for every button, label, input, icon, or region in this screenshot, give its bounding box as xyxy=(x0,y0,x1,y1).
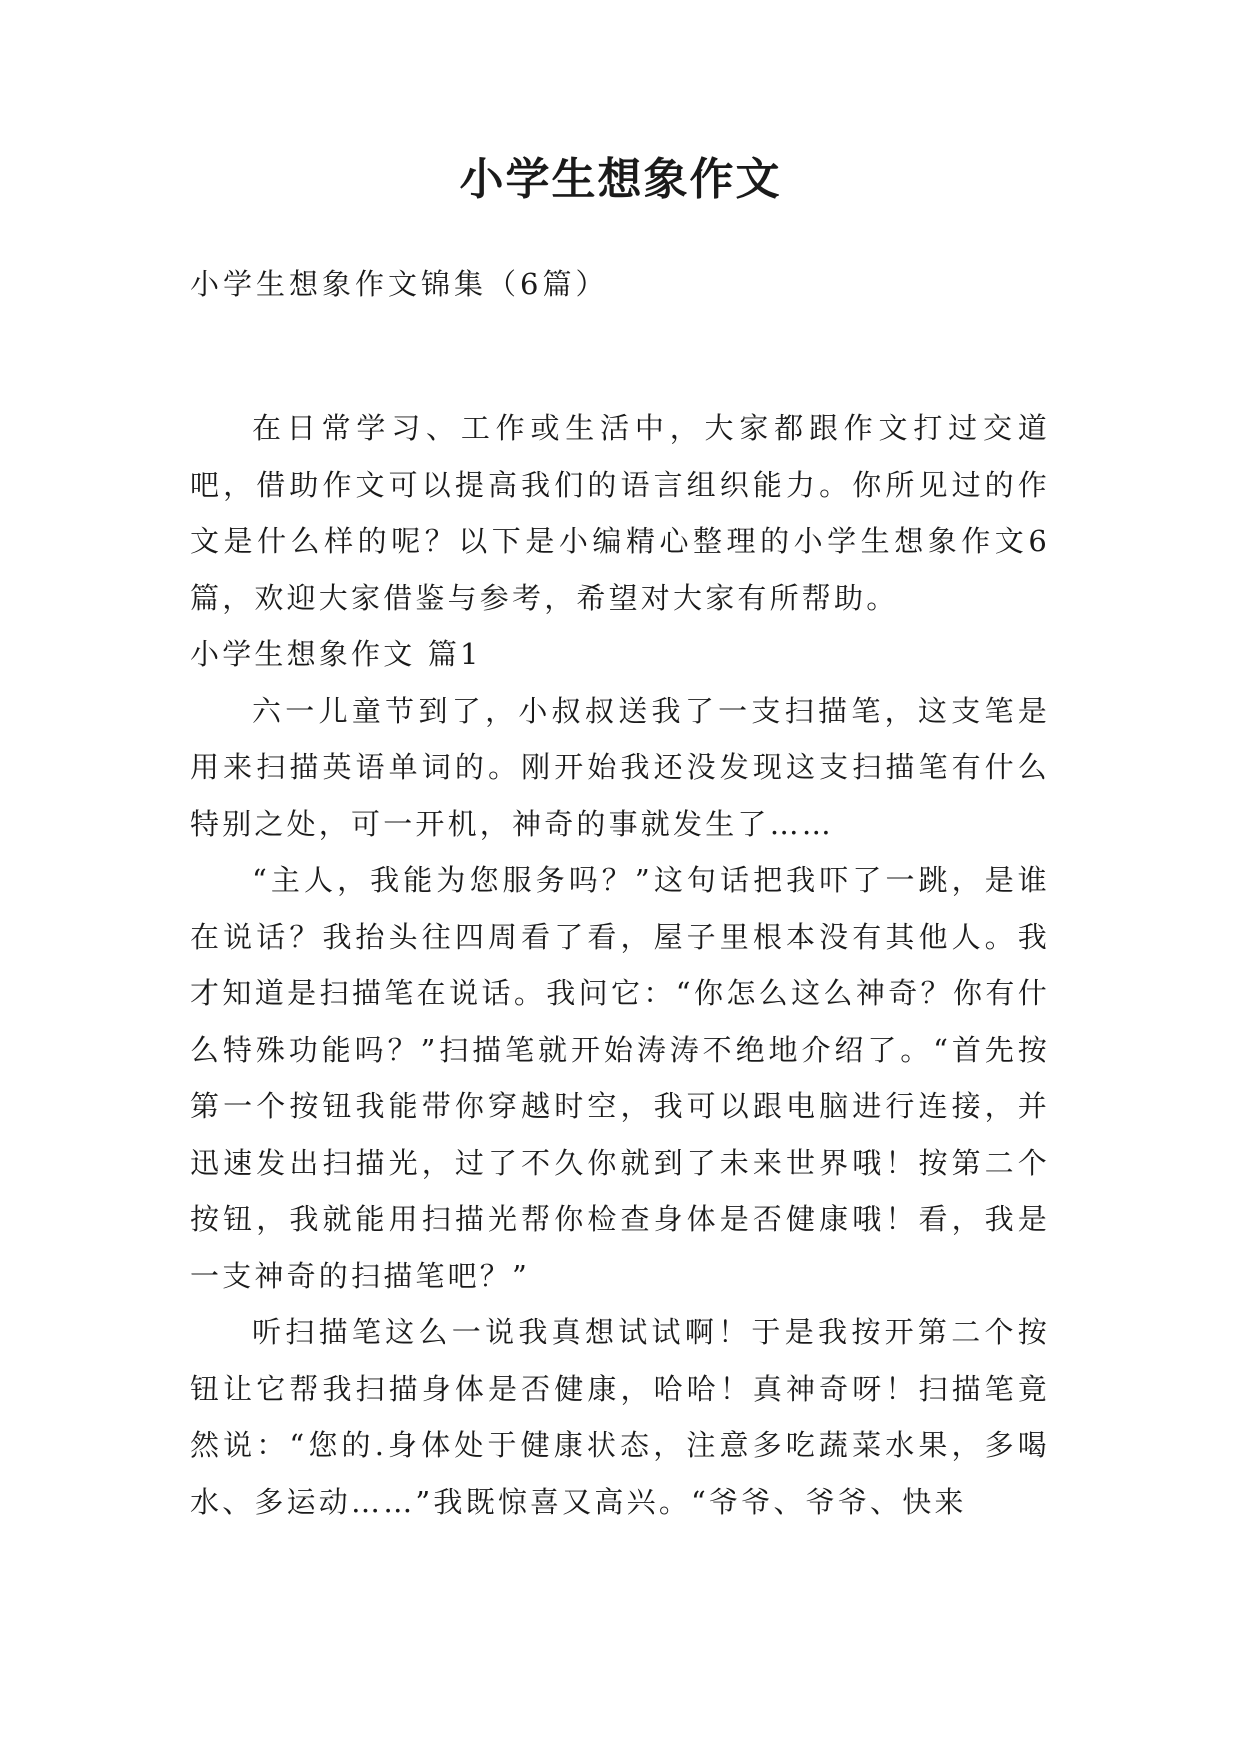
document-body xyxy=(190,400,1050,1530)
document-subtitle: 小学生想象作文锦集（6篇） xyxy=(190,267,609,301)
document-title: 小学生想象作文 xyxy=(459,154,782,205)
intro-paragraph: 在日常学习、工作或生活中，大家都跟作文打过交道吧，借助作文可以提高我们的语言组织能力。你所见过的作文是什么样的呢？以下是小编精心整理的小学生想象作文6篇，欢迎大家借鉴与参考，希望对大家有所帮助。 xyxy=(190,411,1050,615)
story-paragraph-1: 六一儿童节到了，小叔叔送我了一支扫描笔，这支笔是用来扫描英语单词的。刚开始我还没发现这支扫描笔有什么特别之处，可一开机，神奇的事就发生了…… xyxy=(190,693,1050,841)
section-heading: 小学生想象作文 篇1 xyxy=(190,637,482,671)
story-paragraph-3: 听扫描笔这么一说我真想试试啊！于是我按开第二个按钮让它帮我扫描身体是否健康，哈哈！真神奇呀！扫描笔竟然说：“您的.身体处于健康状态，注意多吃蔬菜水果，多喝水、多运动……”我既惊喜又高兴。“爷爷、爷爷、快来 xyxy=(190,1315,1050,1519)
story-paragraph-2: “主人，我能为您服务吗？”这句话把我吓了一跳，是谁在说话？我抬头往四周看了看，屋子里根本没有其他人。我才知道是扫描笔在说话。我问它：“你怎么这么神奇？你有什么特殊功能吗？”扫描笔就开始涛涛不绝地介绍了。“首先按第一个按钮我能带你穿越时空，我可以跟电脑进行连接，并迅速发出扫描光，过了不久你就到了未来世界哦！按第二个按钮，我就能用扫描光帮你检查身体是否健康哦！看，我是一支神奇的扫描笔吧？” xyxy=(190,863,1050,1293)
